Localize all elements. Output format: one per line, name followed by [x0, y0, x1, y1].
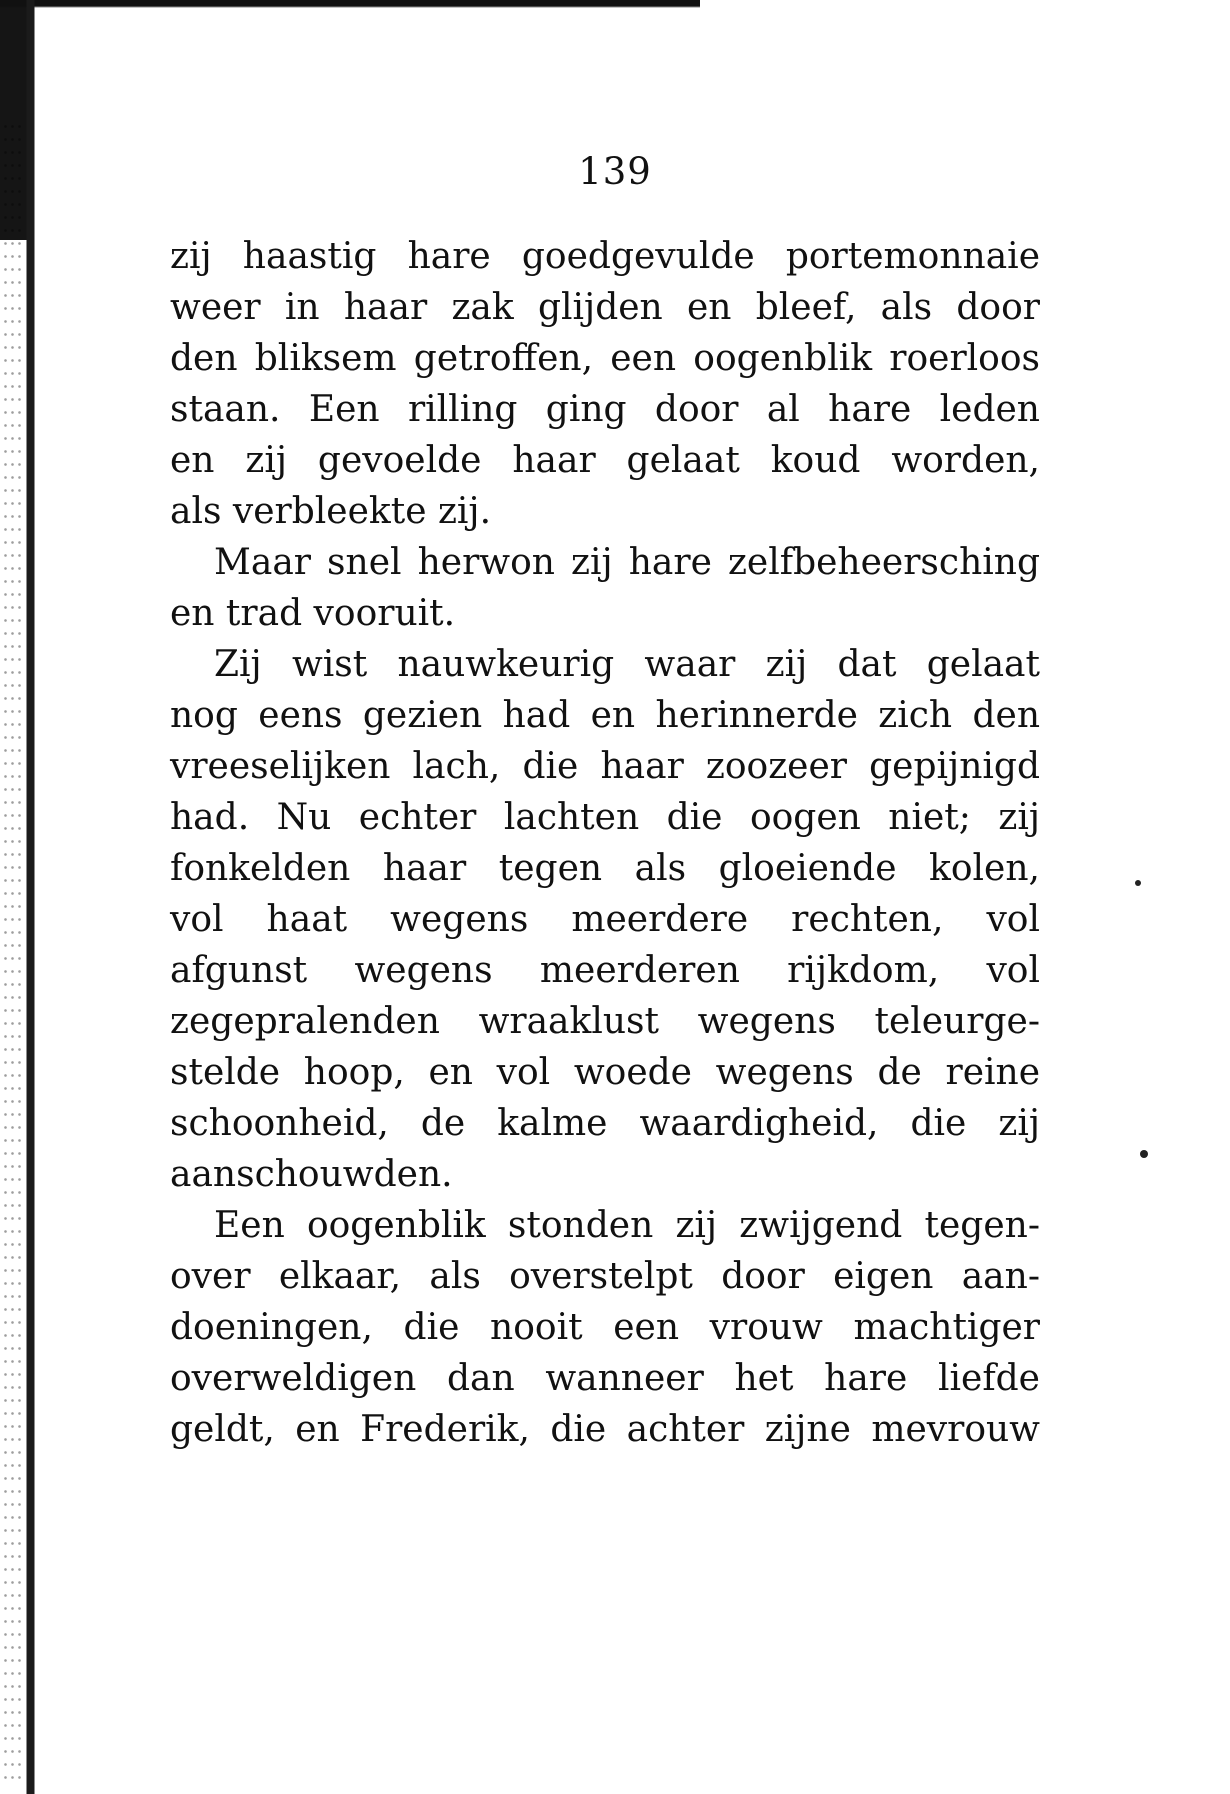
text-line: zij haastig hare goedgevulde portemonnaie [170, 236, 1040, 277]
text-line: had. Nu echter lachten die oogen niet; zij [170, 797, 1040, 838]
scan-edge-top [0, 0, 700, 22]
paragraph [170, 1200, 1040, 1455]
text-line: en zij gevoelde haar gelaat koud worden, [170, 440, 1040, 481]
text-line: vol haat wegens meerdere rechten, vol [170, 899, 1040, 940]
text-line: doeningen, die nooit een vrouw machtiger [170, 1307, 1040, 1348]
page-number: 139 [578, 150, 652, 193]
text-line: Een oogenblik stonden zij zwijgend tegen- [214, 1205, 1040, 1246]
scan-speck [1135, 880, 1141, 886]
paragraph [170, 639, 1040, 1200]
text-line: nog eens gezien had en herinnerde zich den [170, 695, 1040, 736]
scan-speck [1140, 1150, 1148, 1158]
text-line: den bliksem getroffen, een oogenblik roerloos [170, 338, 1040, 379]
scan-edge-noise [2, 120, 24, 1780]
text-line: staan. Een rilling ging door al hare leden [170, 389, 1040, 430]
text-line: zegepralenden wraaklust wegens teleurge- [170, 1001, 1040, 1042]
paragraph [170, 537, 1040, 639]
text-line: over elkaar, als overstelpt door eigen aan- [170, 1256, 1040, 1297]
text-line: schoonheid, de kalme waardigheid, die zij [170, 1103, 1040, 1144]
text-line: afgunst wegens meerderen rijkdom, vol [170, 950, 1040, 991]
text-line: Zij wist nauwkeurig waar zij dat gelaat [214, 644, 1040, 685]
text-line: vreeselijken lach, die haar zoozeer gepijnigd [170, 746, 1040, 787]
paragraph [170, 231, 1040, 537]
body-text [170, 231, 1040, 1455]
text-line: overweldigen dan wanneer het hare liefde [170, 1358, 1040, 1399]
text-line: Maar snel herwon zij hare zelfbeheersching [214, 542, 1040, 583]
text-line: geldt, en Frederik, die achter zijne mevrouw [170, 1409, 1040, 1450]
text-line: aanschouwden. [170, 1154, 453, 1195]
text-line: fonkelden haar tegen als gloeiende kolen, [170, 848, 1040, 889]
text-line: en trad vooruit. [170, 593, 456, 634]
text-line: als verbleekte zij. [170, 491, 492, 532]
text-line: stelde hoop, en vol woede wegens de reine [170, 1052, 1040, 1093]
text-line: weer in haar zak glijden en bleef, als door [170, 287, 1040, 328]
